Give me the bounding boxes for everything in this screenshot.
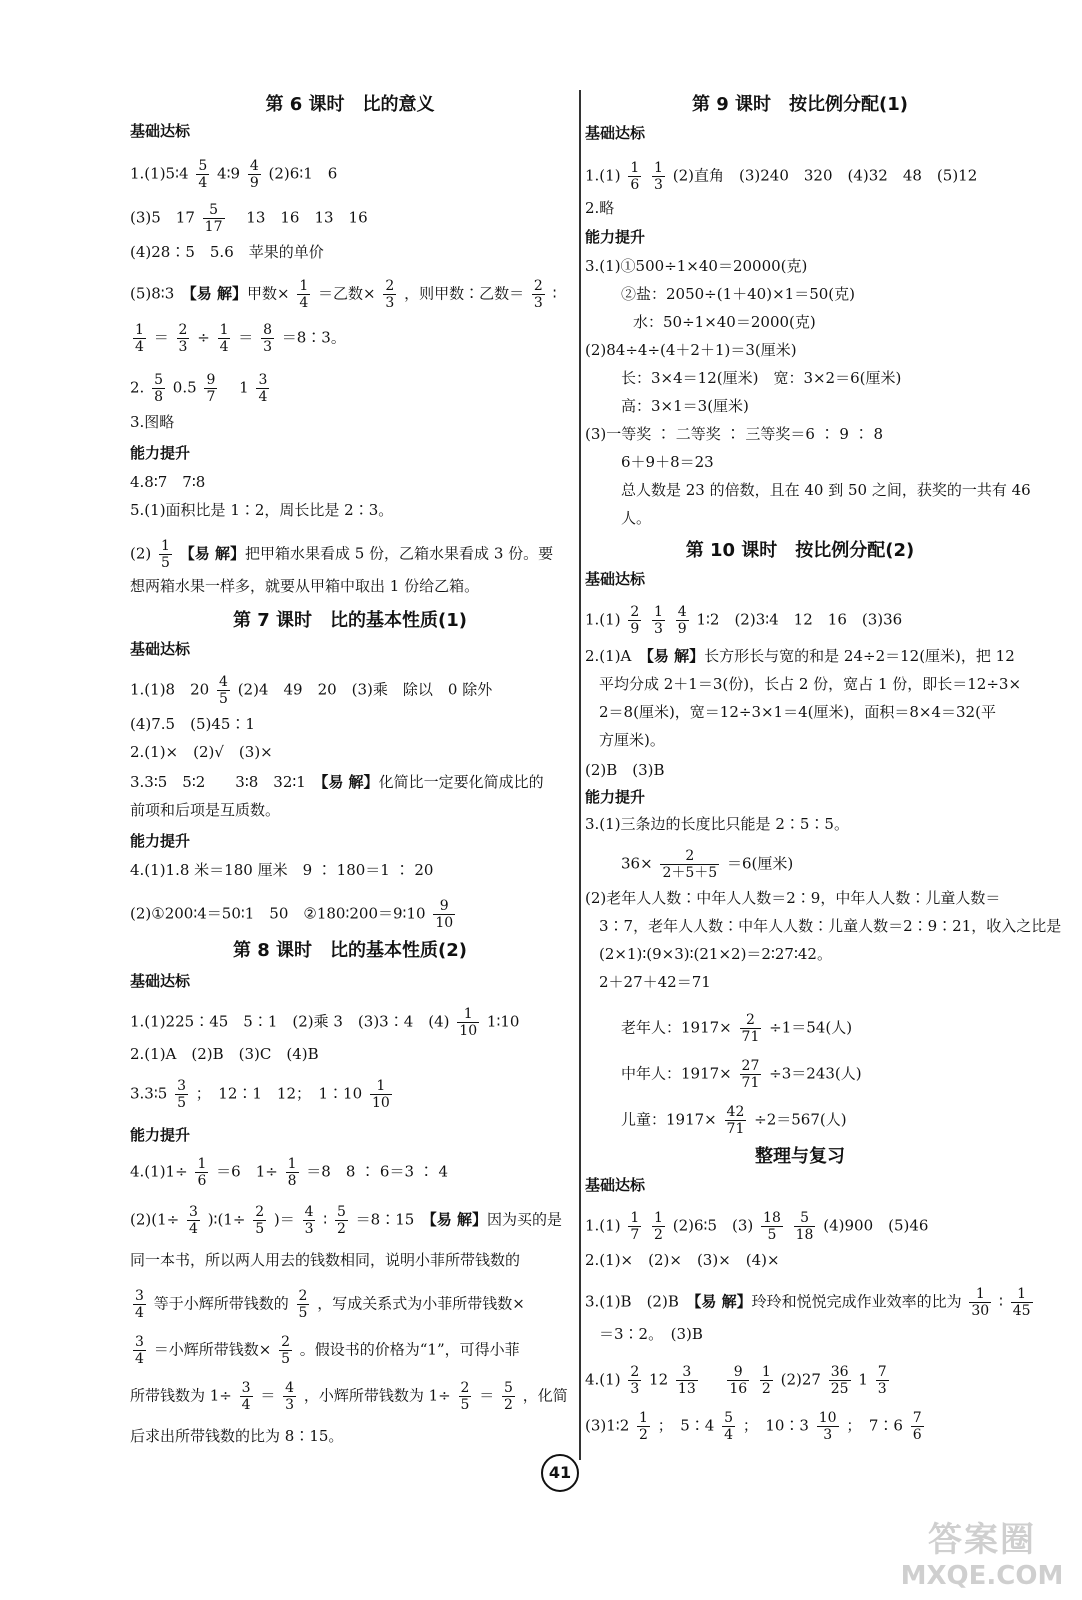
fraction: $\frac{1}{10}$ <box>371 1078 390 1111</box>
fraction: $\frac{3}{4}$ <box>135 1288 144 1321</box>
l9-q3-6: 高：3×1＝3(厘米) <box>621 397 749 415</box>
watermark-logo <box>892 1512 1072 1592</box>
fraction: $\frac{4}{9}$ <box>249 158 259 191</box>
l6-q5-1: 5.(1)面积比是 1∶2，周长比是 2∶3。 <box>130 501 394 519</box>
fraction: $\frac{5}{17}$ <box>204 202 223 235</box>
basic-heading: 基础达标 <box>130 972 191 990</box>
fraction: $\frac{3}{13}$ <box>677 1364 696 1397</box>
l6-q4: 4.8∶7 7∶8 <box>130 473 206 491</box>
l8-q4-line3: 同一本书，所以两人用去的钱数相同，说明小菲所带钱数的 <box>130 1251 521 1269</box>
fraction: $\frac{1}{30}$ <box>971 1286 990 1319</box>
l6-q1-line1: 1.(1)5∶4 $\frac{5}{4}$ 4∶9 $\frac{4}{9}$ (2)6∶1 6 <box>130 158 338 191</box>
ability-heading: 能力提升 <box>130 832 191 850</box>
l10-q2-line3: 2＝8(厘米)，宽＝12÷3×1＝4(厘米)，面积＝8×4＝32(平 <box>599 703 996 721</box>
fraction: $\frac{4}{3}$ <box>304 1204 314 1237</box>
l10-q3-6: 2＋27＋42＝71 <box>599 973 711 991</box>
lesson-10-title: 第 10 课时 按比例分配(2) <box>685 540 915 561</box>
fraction: $\frac{2}{5}$ <box>460 1380 470 1413</box>
l10-q3-5: (2×1)∶(9×3)∶(21×2)＝2∶27∶42。 <box>599 945 832 963</box>
l9-q3-9: 总人数是 23 的倍数，且在 40 到 50 之间，获奖的一共有 46 <box>621 481 1031 499</box>
column-divider <box>579 90 581 1460</box>
ability-heading: 能力提升 <box>585 228 646 246</box>
l6-q1-line4: (5)8∶3 【易 解】甲数× $\frac{1}{4}$ ＝乙数× $\frac{2}{3}$ ，则甲数∶乙数＝ $\frac{2}{3}$ ∶ <box>130 278 557 311</box>
lesson-9-title: 第 9 课时 按比例分配(1) <box>691 94 909 115</box>
lesson-6-title: 第 6 课时 比的意义 <box>265 94 435 115</box>
lesson-7-title: 第 7 课时 比的基本性质(1) <box>232 610 468 631</box>
fraction: $\frac{1}{45}$ <box>1012 1286 1031 1319</box>
l6-q3: 3.图略 <box>130 413 175 431</box>
fraction: $\frac{2}{71}$ <box>741 1012 760 1045</box>
fraction: $\frac{8}{3}$ <box>263 322 272 355</box>
rev-q3-line2: ＝3∶2。 (3)B <box>599 1325 703 1343</box>
l8-q4-line5: $\frac{3}{4}$ ＝小辉所带钱数× $\frac{2}{5}$ 。假设书的价格为“1”，可得小菲 <box>135 1334 520 1367</box>
l10-q3-1: 3.(1)三条边的长度比只能是 2∶5∶5。 <box>585 815 849 833</box>
rev-q4-1: 4.(1) $\frac{2}{3}$ 12 $\frac{3}{13}$ $\frac{9}{16}$ $\frac{1}{2}$ (2)27 $\frac{36}{25}$ 1 $\frac{7}{3}$ <box>585 1364 887 1397</box>
l10-q3-3: (2)老年人人数∶中年人人数＝2∶9，中年人人数∶儿童人数＝ <box>585 889 1001 907</box>
l7-q3-line2: 前项和后项是互质数。 <box>130 801 281 819</box>
l8-q4-line6: 所带钱数为 1÷ $\frac{3}{4}$ ＝ $\frac{4}{3}$ ，小辉所带钱数为 1÷ $\frac{2}{5}$ ＝ $\frac{5}{2}$ ，化简 <box>130 1380 568 1413</box>
fraction: $\frac{1}{3}$ <box>654 160 663 193</box>
fraction: $\frac{18}{5}$ <box>763 1210 781 1243</box>
fraction: $\frac{36}{25}$ <box>830 1364 849 1397</box>
l8-q4-2: (2)(1÷ $\frac{3}{4}$ )∶(1÷ $\frac{2}{5}$ )＝ $\frac{4}{3}$ ∶ $\frac{5}{2}$ ＝8∶15 【易 解】因为买的是 <box>130 1204 563 1237</box>
rev-q1: 1.(1) $\frac{1}{7}$ $\frac{1}{2}$ (2)6∶5 (3) $\frac{18}{5}$ $\frac{5}{18}$ (4)900 (5)46 <box>585 1210 929 1243</box>
fraction: $\frac{5}{2}$ <box>336 1204 346 1237</box>
l9-q3-10: 人。 <box>621 509 652 527</box>
l10-q3-4: 3∶7，老年人人数∶中年人人数∶儿童人数＝2∶9∶21，收入之比是 <box>599 917 1062 935</box>
l8-q3: 3.3∶5 $\frac{3}{5}$ ； 12∶1 12； 1∶10 $\frac{1}{10}$ <box>130 1078 390 1111</box>
fraction: $\frac{3}{4}$ <box>258 372 268 405</box>
basic-heading: 基础达标 <box>585 570 646 588</box>
basic-heading: 基础达标 <box>130 122 191 140</box>
ability-heading: 能力提升 <box>130 1126 191 1144</box>
l10-q3-8: 中年人：1917× $\frac{27}{71}$ ÷3＝243(人) <box>621 1058 862 1091</box>
l8-q2: 2.(1)A (2)B (3)C (4)B <box>130 1045 319 1063</box>
l6-q1-line5: $\frac{1}{4}$ ＝ $\frac{2}{3}$ ÷ $\frac{1}{4}$ ＝ $\frac{8}{3}$ ＝8∶3。 <box>135 322 346 355</box>
l6-q5-3: 想两箱水果一样多，就要从甲箱中取出 1 份给乙箱。 <box>130 577 480 595</box>
l10-q2-line2: 平均分成 2＋1＝3(份)，长占 2 份，宽占 1 份，即长＝12÷3× <box>599 675 1022 693</box>
fraction: $\frac{2}{3}$ <box>630 1364 640 1397</box>
l8-q4-1: 4.(1)1÷ $\frac{1}{6}$ ＝6 1÷ $\frac{1}{8}$ ＝8 8 ∶ 6＝3 ∶ 4 <box>130 1156 449 1189</box>
l9-q3-1: 3.(1)①500÷1×40＝20000(克) <box>585 257 808 275</box>
watermark-top: 答案圈 <box>928 1520 1036 1560</box>
l9-q2: 2.略 <box>585 199 615 217</box>
l7-q4-1: 4.(1)1.8 米＝180 厘米 9 ∶ 180＝1 ∶ 20 <box>130 861 434 879</box>
l10-q2-line5: (2)B (3)B <box>585 761 665 779</box>
l6-q5-2: (2) $\frac{1}{5}$ 【易 解】把甲箱水果看成 5 份，乙箱水果看成 3 份。要 <box>130 538 554 571</box>
fraction: $\frac{5}{4}$ <box>198 158 208 191</box>
page-number: 41 <box>541 1454 579 1492</box>
fraction: $\frac{10}{3}$ <box>818 1410 837 1443</box>
fraction: $\frac{42}{71}$ <box>726 1104 745 1137</box>
l7-q1: 1.(1)8 20 $\frac{4}{5}$ (2)4 49 20 (3)乘 除以 0 除外 <box>130 674 493 707</box>
l7-q3: 3.3∶5 5∶2 3∶8 32∶1 【易 解】化简比一定要化简成比的 <box>130 773 544 791</box>
fraction: $\frac{1}{10}$ <box>459 1006 478 1039</box>
basic-heading: 基础达标 <box>130 640 191 658</box>
fraction: $\frac{1}{6}$ <box>630 160 640 193</box>
fraction: $\frac{2}{5}$ <box>255 1204 265 1237</box>
fraction: $\frac{3}{4}$ <box>135 1334 144 1367</box>
fraction: $\frac{7}{3}$ <box>877 1364 887 1397</box>
fraction: $\frac{9}{16}$ <box>729 1364 748 1397</box>
fraction: $\frac{2}{9}$ <box>630 604 640 637</box>
fraction: $\frac{1}{4}$ <box>135 322 144 355</box>
fraction: $\frac{5}{18}$ <box>795 1210 814 1243</box>
fraction: $\frac{2}{3}$ <box>533 278 543 311</box>
fraction: $\frac{5}{8}$ <box>154 372 164 405</box>
l6-q1-line3: (4)28∶5 5.6 苹果的单价 <box>130 243 324 261</box>
fraction: $\frac{1}{4}$ <box>299 278 309 311</box>
l9-q3-4: (2)84÷4÷(4＋2＋1)＝3(厘米) <box>585 341 797 359</box>
fraction: $\frac{1}{3}$ <box>654 604 663 637</box>
fraction: $\frac{2}{5}$ <box>281 1334 290 1367</box>
l9-q3-8: 6＋9＋8＝23 <box>621 453 714 471</box>
l10-q2-line4: 方厘米)。 <box>599 731 665 749</box>
watermark-bottom: MXQE.COM <box>900 1561 1064 1591</box>
lesson-8-title: 第 8 课时 比的基本性质(2) <box>232 940 468 961</box>
fraction: $\frac{2}{5}$ <box>298 1288 308 1321</box>
l8-q4-line4: $\frac{3}{4}$ 等于小辉所带钱数的 $\frac{2}{5}$ ，写成关系式为小菲所带钱数× <box>135 1288 525 1321</box>
basic-heading: 基础达标 <box>585 1176 646 1194</box>
l9-q3-2: ②盐：2050÷(1＋40)×1＝50(克) <box>621 285 855 303</box>
l8-q1: 1.(1)225∶45 5∶1 (2)乘 3 (3)3∶4 (4) $\frac{1}{10}$ 1∶10 <box>130 1006 520 1039</box>
l8-q4-line7: 后求出所带钱数的比为 8∶15。 <box>130 1427 344 1445</box>
fraction: $\frac{1}{5}$ <box>161 538 170 571</box>
fraction: $\frac{4}{9}$ <box>677 604 687 637</box>
fraction: $\frac{2}{3}$ <box>385 278 395 311</box>
l7-q1-line2: (4)7.5 (5)45∶1 <box>130 715 255 733</box>
fraction: $\frac{4}{3}$ <box>285 1380 295 1413</box>
l7-q2: 2.(1)× (2)√ (3)× <box>130 743 273 761</box>
fraction: $\frac{3}{5}$ <box>177 1078 187 1111</box>
fraction: $\frac{3}{4}$ <box>241 1380 251 1413</box>
l6-q1-line2: (3)5 17 $\frac{5}{17}$ 13 16 13 16 <box>130 202 368 235</box>
l10-q3-2: 36× $\frac{2}{2+5+5}$ ＝6(厘米) <box>621 848 794 881</box>
rev-q4-2: (3)1∶2 $\frac{1}{2}$ ； 5∶4 $\frac{5}{4}$ ； 10∶3 $\frac{10}{3}$ ； 7∶6 $\frac{7}{6}$ <box>585 1410 922 1443</box>
l10-q3-9: 儿童：1917× $\frac{42}{71}$ ÷2＝567(人) <box>621 1104 847 1137</box>
fraction: $\frac{3}{4}$ <box>189 1204 198 1237</box>
fraction: $\frac{1}{7}$ <box>630 1210 640 1243</box>
ability-heading: 能力提升 <box>585 788 646 806</box>
l9-q3-7: (3)一等奖 ∶ 二等奖 ∶ 三等奖＝6 ∶ 9 ∶ 8 <box>585 425 884 443</box>
fraction: $\frac{2}{3}$ <box>178 322 188 355</box>
fraction: $\frac{4}{5}$ <box>218 674 228 707</box>
l6-q2: 2. $\frac{5}{8}$ 0.5 $\frac{9}{7}$ 1 $\frac{3}{4}$ <box>130 372 268 405</box>
fraction: $\frac{2}{2+5+5}$ <box>662 848 718 881</box>
l10-q1: 1.(1) $\frac{2}{9}$ $\frac{1}{3}$ $\frac{4}{9}$ 1∶2 (2)3∶4 12 16 (3)36 <box>585 604 903 637</box>
fraction: $\frac{27}{71}$ <box>741 1058 760 1091</box>
fraction: $\frac{1}{2}$ <box>639 1410 648 1443</box>
l10-q2: 2.(1)A 【易 解】长方形长与宽的和是 24÷2＝12(厘米)，把 12 <box>585 647 1015 665</box>
fraction: $\frac{1}{2}$ <box>761 1364 771 1397</box>
rev-q2: 2.(1)× (2)× (3)× (4)× <box>585 1251 780 1269</box>
review-title: 整理与复习 <box>755 1146 845 1167</box>
fraction: $\frac{1}{4}$ <box>219 322 229 355</box>
fraction: $\frac{7}{6}$ <box>912 1410 922 1443</box>
l9-q3-5: 长：3×4＝12(厘米) 宽：3×2＝6(厘米) <box>621 369 902 387</box>
rev-q3: 3.(1)B (2)B 【易 解】玲玲和悦悦完成作业效率的比为 $\frac{1}{30}$ ∶ $\frac{1}{45}$ <box>585 1286 1031 1319</box>
l10-q3-7: 老年人：1917× $\frac{2}{71}$ ÷1＝54(人) <box>621 1012 853 1045</box>
fraction: $\frac{9}{10}$ <box>435 898 454 931</box>
ability-heading: 能力提升 <box>130 444 191 462</box>
l9-q1: 1.(1) $\frac{1}{6}$ $\frac{1}{3}$ (2)直角 (3)240 320 (4)32 48 (5)12 <box>585 160 978 193</box>
fraction: $\frac{1}{8}$ <box>287 1156 297 1189</box>
l7-q4-2: (2)①200∶4＝50∶1 50 ②180∶200＝9∶10 $\frac{9}{10}$ <box>130 898 454 931</box>
fraction: $\frac{5}{4}$ <box>724 1410 734 1443</box>
fraction: $\frac{1}{2}$ <box>654 1210 663 1243</box>
fraction: $\frac{5}{2}$ <box>504 1380 513 1413</box>
fraction: $\frac{9}{7}$ <box>206 372 216 405</box>
basic-heading: 基础达标 <box>585 124 646 142</box>
l9-q3-3: 水：50÷1×40＝2000(克) <box>633 313 816 331</box>
fraction: $\frac{1}{6}$ <box>197 1156 207 1189</box>
